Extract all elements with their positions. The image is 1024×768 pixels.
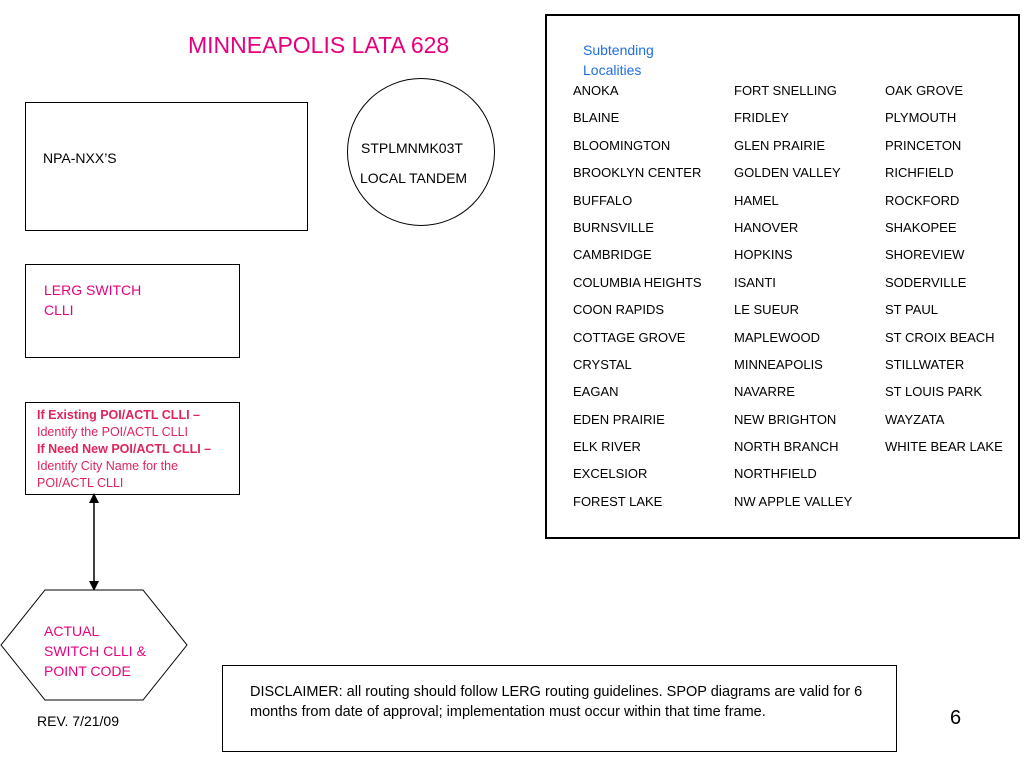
locality-item: MAPLEWOOD xyxy=(734,329,820,345)
locality-item: OAK GROVE xyxy=(885,83,964,98)
locality-item: COLUMBIA HEIGHTS xyxy=(573,274,702,290)
locality-item: FORT SNELLING xyxy=(734,83,837,98)
locality-item: SHAKOPEE xyxy=(885,219,957,235)
locality-item: HAMEL xyxy=(734,192,779,208)
locality-item: FOREST LAKE xyxy=(573,493,663,509)
switch-clli-label xyxy=(44,621,184,681)
locality-item: NAVARRE xyxy=(734,384,795,400)
locality-item: EDEN PRAIRIE xyxy=(573,411,665,427)
locality-item: ST CROIX BEACH xyxy=(885,329,995,345)
localities-header-line1: Subtending xyxy=(583,42,654,58)
locality-item: MINNEAPOLIS xyxy=(734,356,823,372)
locality-item: HOPKINS xyxy=(734,247,793,263)
locality-item: PRINCETON xyxy=(885,137,962,153)
switch-clli-line1: ACTUAL xyxy=(44,623,100,639)
locality-item: BUFFALO xyxy=(573,192,633,208)
locality-item: GOLDEN VALLEY xyxy=(734,165,841,181)
locality-item: GLEN PRAIRIE xyxy=(734,137,826,153)
locality-item: COTTAGE GROVE xyxy=(573,329,686,345)
locality-item: ISANTI xyxy=(734,274,776,290)
locality-item: PLYMOUTH xyxy=(885,110,957,126)
locality-item: ROCKFORD xyxy=(885,192,960,208)
locality-item: ST PAUL xyxy=(885,302,938,318)
npa-nxx-label: NPA-NXX’S xyxy=(43,150,117,166)
locality-item: NORTHFIELD xyxy=(734,466,817,482)
locality-item: NW APPLE VALLEY xyxy=(734,493,853,509)
locality-item: ST LOUIS PARK xyxy=(885,384,983,400)
poi-new-heading: If Need New POI/ACTL CLLI – xyxy=(37,442,212,456)
locality-item: CAMBRIDGE xyxy=(573,247,652,263)
locality-item: COON RAPIDS xyxy=(573,302,665,318)
locality-item: CRYSTAL xyxy=(573,356,632,372)
locality-item: BROOKLYN CENTER xyxy=(573,165,702,181)
lerg-switch-line1: LERG SWITCH xyxy=(44,282,142,298)
locality-item: BURNSVILLE xyxy=(573,219,654,235)
localities-column-2 xyxy=(734,82,852,520)
locality-item: SODERVILLE xyxy=(885,274,967,290)
locality-item: FRIDLEY xyxy=(734,110,789,126)
disclaimer-text: DISCLAIMER: all routing should follow LERG routing guidelines. SPOP diagrams are valid for 6 months from date of approval; implementation must occur within that time frame. xyxy=(250,684,863,720)
localities-column-3 xyxy=(885,82,1003,465)
locality-item: SHOREVIEW xyxy=(885,247,965,263)
switch-clli-line3: POINT CODE xyxy=(44,663,131,679)
locality-item: ANOKA xyxy=(573,83,619,98)
page-number: 6 xyxy=(950,707,962,729)
locality-item: NEW BRIGHTON xyxy=(734,411,837,427)
poi-existing-heading: If Existing POI/ACTL CLLI – xyxy=(37,408,200,422)
locality-item: ELK RIVER xyxy=(573,439,641,455)
revision-date: REV. 7/21/09 xyxy=(37,713,119,729)
locality-item: LE SUEUR xyxy=(734,302,800,318)
tandem-name: STPLMNMK03T xyxy=(361,140,463,156)
locality-item: EXCELSIOR xyxy=(573,466,648,482)
localities-header xyxy=(583,40,703,80)
poi-existing-text: Identify the POI/ACTL CLLI xyxy=(37,425,188,439)
locality-item: HANOVER xyxy=(734,219,799,235)
locality-item: BLOOMINGTON xyxy=(573,137,671,153)
page-title: MINNEAPOLIS LATA 628 xyxy=(188,32,450,58)
locality-item: NORTH BRANCH xyxy=(734,439,839,455)
tandem-type: LOCAL TANDEM xyxy=(360,170,468,186)
locality-item: WAYZATA xyxy=(885,411,945,427)
locality-item: EAGAN xyxy=(573,384,619,400)
locality-item: STILLWATER xyxy=(885,356,965,372)
locality-item: WHITE BEAR LAKE xyxy=(885,439,1003,455)
locality-item: BLAINE xyxy=(573,110,620,126)
localities-column-1 xyxy=(573,82,702,520)
poi-new-text: Identify City Name for the POI/ACTL CLLI xyxy=(37,459,179,490)
locality-item: RICHFIELD xyxy=(885,165,954,181)
switch-clli-line2: SWITCH CLLI & xyxy=(44,643,146,659)
lerg-switch-line2: CLLI xyxy=(44,302,74,318)
localities-header-line2: Localities xyxy=(583,62,642,78)
